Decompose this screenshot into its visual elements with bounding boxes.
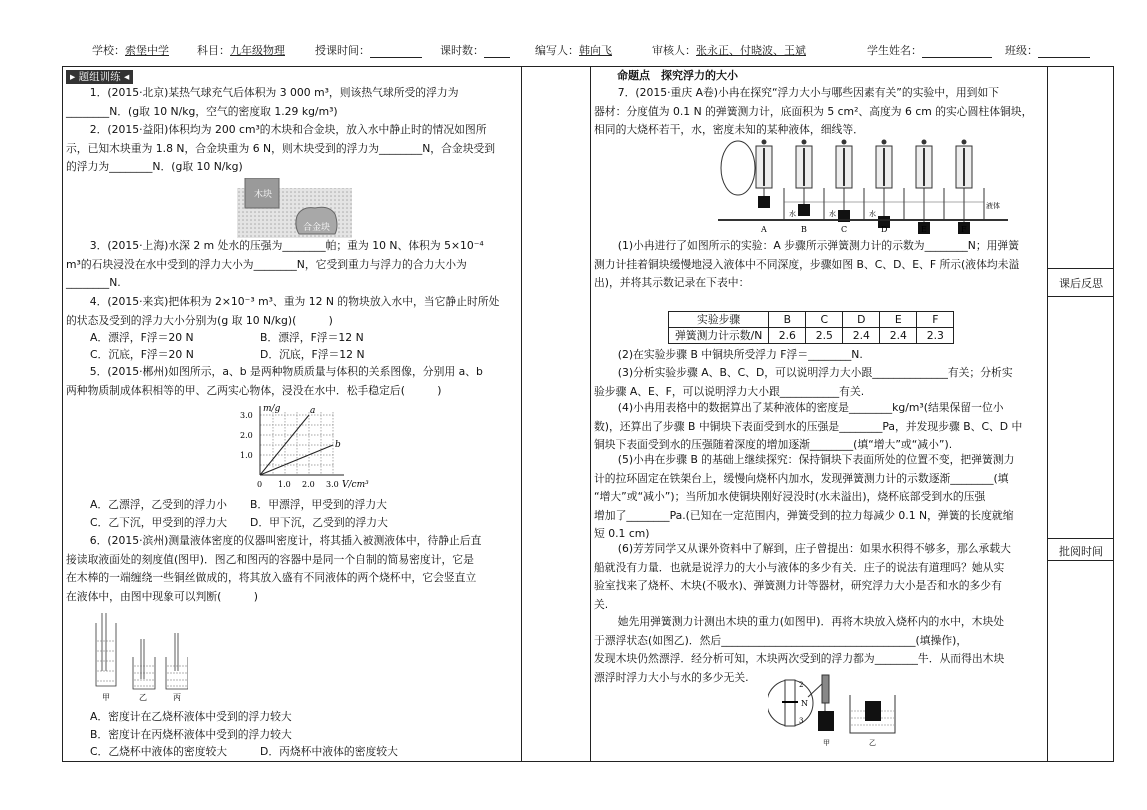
- part-4: [594, 399, 1022, 455]
- wood-label: 木块: [254, 190, 273, 200]
- line-b-label: b: [335, 440, 341, 450]
- subject-value: 九年级物理: [230, 44, 285, 57]
- text-line: 在木棒的一端缠绕一些铜丝做成的，将其放入盛有不同液体的两个烧杯中，它会竖直立: [66, 571, 477, 584]
- x-tick: 0: [257, 480, 263, 489]
- x-axis-label: V/cm³: [342, 480, 369, 490]
- text-line: ________N.: [66, 276, 121, 289]
- author-label: 编写人：: [535, 44, 579, 57]
- question-5: [66, 363, 483, 400]
- option-d: D．沉底，F浮＝12 N: [260, 348, 365, 361]
- time-field: [315, 42, 422, 58]
- mass-volume-graph: [240, 402, 390, 494]
- text-line: 在液体中，由图中现象可以判断( ): [66, 589, 258, 603]
- class-blank: [1038, 45, 1090, 58]
- text-line: 器材：分度值为 0.1 N 的弹簧测力计，底面积为 5 cm²、高度为 6 cm 的实心圆柱体铜块，: [594, 104, 1033, 118]
- part-2: [594, 346, 863, 365]
- text-line: m³的石块浸没在水中受到的浮力大小为________N，它受到重力与浮力的合力大小为: [66, 257, 467, 271]
- table-cell: 2.4: [880, 328, 917, 344]
- text-line: 6．(2015·滨州)测量液体密度的仪器叫密度计，将其插入被测液体中，待静止后直: [89, 534, 482, 547]
- copper-block: [758, 196, 770, 208]
- option-a: A．乙漂浮，乙受到的浮力小: [90, 498, 227, 511]
- table-cell: C: [806, 312, 843, 328]
- question-3: [66, 237, 484, 293]
- text-line: 接读取液面处的刻度值(图甲)．图乙和图丙的容器中是同一个自制的简易密度计，它是: [66, 552, 474, 566]
- line-a-label: a: [310, 406, 316, 416]
- text-line: 漂浮时浮力大小与水的多少无关.: [594, 670, 749, 684]
- part-1: [594, 237, 1019, 293]
- liquid-label: 液体: [986, 202, 1000, 210]
- y-tick: 3.0: [240, 411, 253, 420]
- text-line: 船就没有力量．也就是说浮力的大小与液体的多少有关．庄子的说法有道理吗？她从实: [594, 560, 1005, 574]
- text-line: 1．(2015·北京)某热气球充气后体积为 3 000 m³，则该热气球所受的浮力为: [89, 86, 459, 99]
- row-divider: [1047, 538, 1114, 539]
- text-line: 两种物质制成体积相等的甲、乙两实心物体，浸没在水中．松手稳定后( ): [66, 383, 442, 397]
- text-line: 测力计挂着铜块缓慢地浸入液体中不同深度，步骤如图 B、C、D、E、F 所示(液体均未溢: [594, 257, 1020, 271]
- question-1: [66, 84, 459, 121]
- table-header-row: [669, 312, 954, 328]
- option-c: C．乙下沉，甲受到的浮力大: [90, 516, 228, 529]
- option-c: C．乙烧杯中液体的密度较大: [90, 745, 228, 758]
- text-line: (1)小冉进行了如图所示的实验：A 步骤所示弹簧测力计的示数为________N；用弹簧: [617, 239, 1020, 252]
- question-4: [66, 293, 499, 330]
- column-divider: [521, 66, 522, 762]
- section-tag: ▸ 题组训练 ◂: [66, 70, 133, 84]
- option-b: B．甲漂浮，甲受到的浮力大: [250, 498, 387, 511]
- label-yi: 乙: [869, 739, 876, 747]
- graph-grid: [260, 412, 334, 475]
- scale-tick: 3: [799, 717, 804, 725]
- scale-tick: 2: [799, 681, 804, 689]
- student-field: [867, 42, 992, 58]
- hook-ring: [882, 140, 887, 145]
- text-line: 数)，还算出了步骤 B 中铜块下表面受到水的压强是________Pa，并发现步骤 B、C、D 中: [594, 419, 1023, 433]
- option-d: D．丙烧杯中液体的密度较大: [260, 745, 398, 758]
- label-bing: 丙: [173, 693, 181, 702]
- hours-field: [440, 42, 510, 58]
- class-field: [1005, 42, 1090, 58]
- section-title: 命题点 探究浮力的大小: [617, 69, 738, 82]
- water-label: 水: [789, 210, 796, 218]
- x-tick: 1.0: [278, 480, 291, 489]
- review-time-label: 批阅时间: [1059, 545, 1103, 558]
- step-label: E: [921, 225, 927, 234]
- water-label: 水: [869, 210, 876, 218]
- class-label: 班级：: [1005, 44, 1038, 57]
- spring-scale-figure: [718, 138, 1008, 234]
- hours-label: 课时数：: [440, 44, 484, 57]
- text-line: 增加了________Pa.(已知在一定范围内，弹簧受到的拉力每减少 0.1 N，弹簧的长度就缩: [594, 508, 1014, 522]
- hook-ring: [802, 140, 807, 145]
- text-line: 短 0.1 cm): [594, 527, 650, 540]
- student-blank: [922, 45, 992, 58]
- question-6: [66, 532, 481, 606]
- school-field: [92, 42, 169, 58]
- text-line: ________N．(g取 10 N/kg，空气的密度取 1.29 kg/m³): [66, 104, 338, 118]
- part-5: [594, 451, 1014, 544]
- text-line: 3．(2015·上海)水深 2 m 处水的压强为________帕；重为 10 N、体积为 5×10⁻⁴: [89, 239, 484, 252]
- question-2-figure: [237, 178, 352, 238]
- label-yi: 乙: [139, 693, 147, 702]
- step-label: A: [761, 225, 767, 234]
- option-a: A．密度计在乙烧杯液体中受到的浮力较大: [90, 710, 292, 723]
- line-b: [260, 445, 333, 475]
- table-cell: 2.3: [917, 328, 954, 344]
- text-line: 4．(2015·来宾)把体积为 2×10⁻³ m³、重为 12 N 的物块放入水中，当它静止时所处: [89, 295, 500, 308]
- hook-ring: [922, 140, 927, 145]
- text-line: “增大”或“减小”)；当所加水使铜块刚好浸没时(水未溢出)，烧杯底部受到水的压强: [594, 490, 986, 503]
- option-c: C．沉底，F浮＝20 N: [90, 348, 194, 361]
- question-2: [66, 121, 495, 177]
- alloy-label: 合金块: [303, 223, 331, 233]
- reviewer-field: [652, 42, 806, 58]
- hook-ring: [962, 140, 967, 145]
- y-axis-label: m/g: [263, 404, 281, 414]
- text-line: 验室找来了烧杯、木块(不吸水)、弹簧测力计等器材，研究浮力大小是否和水的多少有: [594, 579, 1002, 592]
- text-line: 她先用弹簧测力计测出木块的重力(如图甲)．再将木块放入烧杯内的水中，木块处: [617, 615, 1005, 628]
- text-line: 5．(2015·郴州)如图所示，a、b 是两种物质质量与体积的关系图像，分别用 a、b: [89, 365, 483, 378]
- text-line: 的状态及受到的浮力大小分别为(g 取 10 N/kg)( ): [66, 313, 333, 327]
- option-b: B．漂浮，F浮＝12 N: [260, 331, 364, 344]
- table-row: [669, 328, 954, 344]
- text-line: 于漂浮状态(如图乙)．然后____________________________________(填操作)，: [594, 633, 968, 647]
- x-tick: 2.0: [302, 480, 315, 489]
- reviewer-label: 审核人：: [652, 44, 696, 57]
- table-cell: 2.4: [843, 328, 880, 344]
- magnifier-ellipse: [721, 141, 755, 195]
- part-6: [594, 540, 1011, 614]
- label-jia: 甲: [823, 739, 830, 747]
- text-line: 示，已知木块重为 1.8 N，合金块重为 6 N，则木块受到的浮力为________N，合金块受到: [66, 141, 496, 155]
- time-label: 授课时间：: [315, 44, 370, 57]
- column-divider: [590, 66, 591, 762]
- hydrometer-figure: [88, 611, 188, 703]
- label-jia: 甲: [102, 693, 110, 702]
- text-line: 出)，并将其示数记录在下表中：: [594, 276, 750, 289]
- table-cell: 实验步骤: [669, 312, 769, 328]
- text-line: 发现木块仍然漂浮．经分析可知，木块两次受到的浮力都为________牛．从而得出木块: [594, 652, 1005, 665]
- step-label: D: [881, 225, 888, 234]
- table-cell: 2.6: [769, 328, 806, 344]
- row-divider: [1047, 296, 1114, 297]
- text-line: (4)小冉用表格中的数据算出了某种液体的密度是________kg/m³(结果保留一位小: [617, 401, 1004, 414]
- y-tick: 1.0: [240, 451, 253, 460]
- step-label: C: [841, 225, 848, 234]
- row-divider: [1047, 560, 1114, 561]
- author-field: [535, 42, 612, 58]
- section-tag-label: 题组训练: [78, 71, 121, 83]
- option-d: D．甲下沉，乙受到的浮力大: [250, 516, 388, 529]
- data-table: [668, 311, 954, 344]
- author-value: 韩向飞: [579, 44, 612, 57]
- copper-block: [798, 204, 810, 216]
- scale-unit: N: [801, 699, 808, 708]
- text-line: 计的拉环固定在铁架台上，缓慢向烧杯内加水，发现弹簧测力计的示数逐渐________(填: [594, 471, 1009, 485]
- step-label: F: [961, 225, 967, 234]
- subject-field: [197, 42, 285, 58]
- school-value: 索堡中学: [125, 44, 169, 57]
- row-divider: [1047, 268, 1114, 269]
- time-blank: [370, 45, 422, 58]
- text-line: 关.: [594, 597, 609, 611]
- x-tick: 3.0: [326, 480, 339, 489]
- text-line: 2．(2015·益阳)体积均为 200 cm³的木块和合金块，放入水中静止时的情况如图所: [89, 123, 487, 136]
- table-cell: D: [843, 312, 880, 328]
- water-label: 水: [829, 210, 836, 218]
- text-line: 验步骤 A、E、F，可以说明浮力大小跟___________有关.: [594, 384, 865, 398]
- wood-block: [818, 711, 834, 731]
- text-line: (5)小冉在步骤 B 的基础上继续探究：保持铜块下表面所处的位置不变，把弹簧测力: [617, 453, 1015, 466]
- text-line: 7．(2015·重庆 A卷)小冉在探究“浮力大小与哪些因素有关”的实验中，用到如下: [617, 86, 1000, 99]
- wood-block-figure: [768, 673, 908, 753]
- hook-ring: [762, 140, 767, 145]
- text-line: 的浮力为________N．(g取 10 N/kg): [66, 160, 243, 173]
- y-tick: 2.0: [240, 431, 253, 440]
- step-label: B: [801, 225, 807, 234]
- option-b: B．密度计在丙烧杯液体中受到的浮力较大: [90, 728, 292, 741]
- text-line: 铜块下表面受到水的压强随着深度的增加逐渐________(填“增大”或“减小”).: [594, 438, 953, 451]
- question-7: [594, 84, 1032, 140]
- table-cell: E: [880, 312, 917, 328]
- text-line: (2)在实验步骤 B 中铜块所受浮力 F浮＝________N.: [617, 348, 863, 361]
- table-cell: F: [917, 312, 954, 328]
- table-cell: 2.5: [806, 328, 843, 344]
- text-line: (6)芳芳同学又从课外资料中了解到，庄子曾提出：如果水积得不够多，那么承载大: [617, 542, 1011, 555]
- option-a: A．漂浮，F浮＝20 N: [90, 331, 194, 344]
- hours-blank: [484, 45, 510, 58]
- student-label: 学生姓名：: [867, 44, 922, 57]
- floating-block: [865, 701, 881, 721]
- school-label: 学校：: [92, 44, 125, 57]
- reflection-label: 课后反思: [1059, 277, 1103, 290]
- column-divider: [1047, 66, 1048, 762]
- text-line: 相同的大烧杯若干，水，密度未知的某种液体，细线等．: [594, 123, 864, 136]
- subject-label: 科目：: [197, 44, 230, 57]
- table-cell: B: [769, 312, 806, 328]
- text-line: (3)分析实验步骤 A、B、C、D，可以说明浮力大小跟______________有关；分析实: [617, 366, 1013, 379]
- part-3: [594, 364, 1013, 401]
- reviewer-value: 张永正、付晓波、王斌: [696, 44, 806, 57]
- table-cell: 弹簧测力计示数/N: [669, 328, 769, 344]
- spring-scale: [822, 675, 829, 703]
- hook-ring: [842, 140, 847, 145]
